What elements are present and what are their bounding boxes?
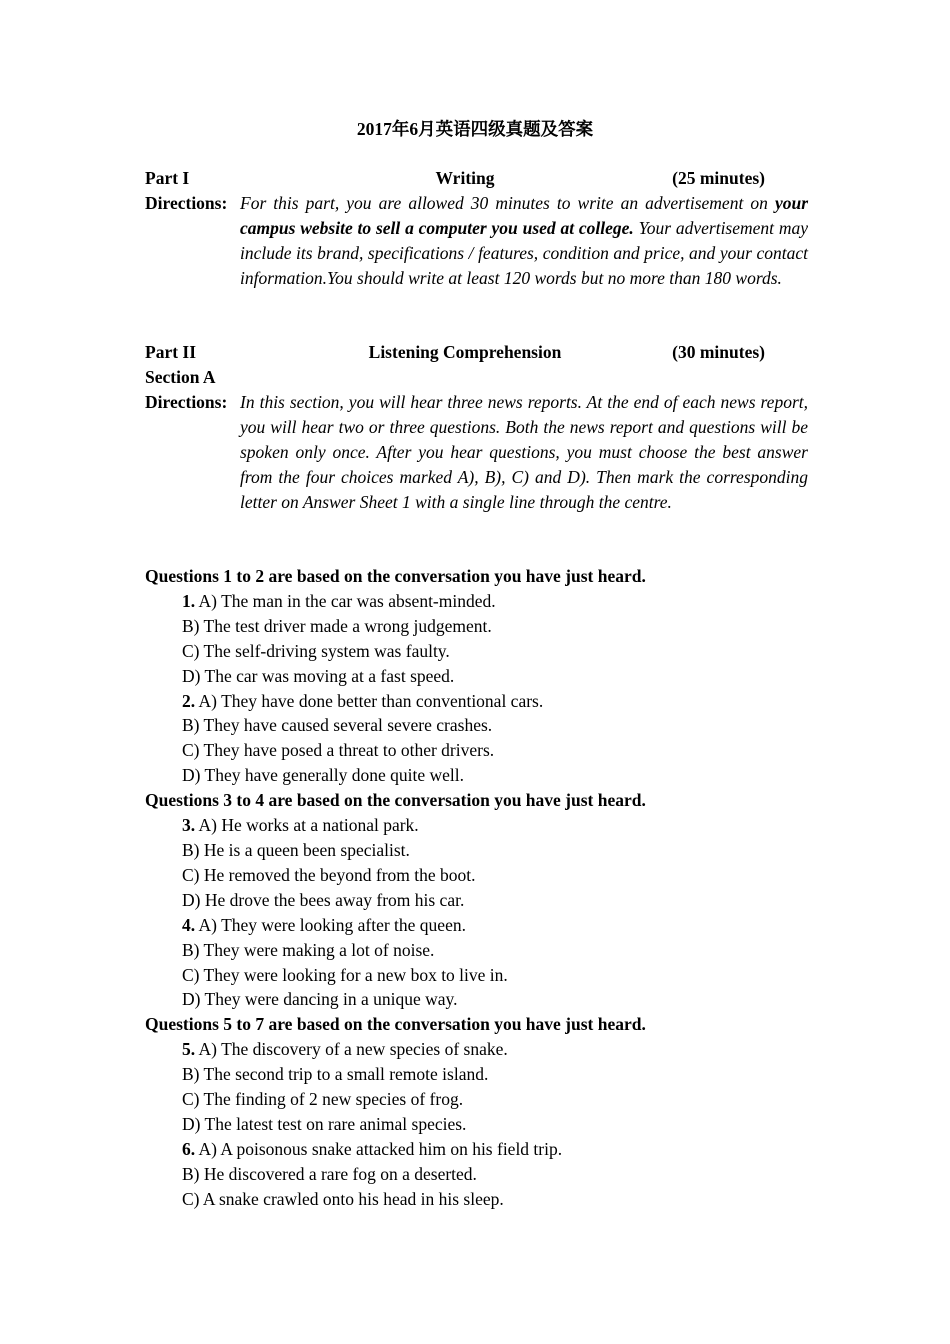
option: B) The second trip to a small remote island.	[182, 1064, 489, 1085]
part2-label: Part II	[145, 342, 197, 362]
page-title: 2017年6月英语四级真题及答案	[356, 119, 594, 139]
option: B) He is a queen been specialist.	[182, 839, 410, 860]
part2-directions-label: Directions:	[145, 392, 228, 412]
option: 4. A) They were looking after the queen.	[182, 914, 466, 935]
option: C) They were looking for a new box to live in.	[182, 964, 508, 985]
question-number: 6.	[182, 1138, 196, 1159]
option: 3. A) He works at a national park.	[182, 815, 419, 836]
option: C) He removed the beyond from the boot.	[182, 864, 476, 885]
option: D) They were dancing in a unique way.	[182, 989, 458, 1010]
group-heading: Questions 3 to 4 are based on the conversation you have just heard.	[145, 790, 646, 811]
part1-directions-a: For this part, you are allowed 30 minutes to write an advertisement on	[240, 193, 775, 213]
question-number: 5.	[182, 1039, 196, 1060]
part1-directions-label: Directions:	[145, 193, 228, 213]
question-number: 4.	[182, 914, 196, 935]
option: D) He drove the bees away from his car.	[182, 889, 465, 910]
option: D) The car was moving at a fast speed.	[182, 665, 455, 686]
option: C) The self-driving system was faulty.	[182, 640, 450, 661]
part2-time: (30 minutes)	[672, 342, 765, 362]
option: 5. A) The discovery of a new species of snake.	[182, 1039, 508, 1060]
option: C) The finding of 2 new species of frog.	[182, 1089, 464, 1110]
option: B) They have caused several severe crashes.	[182, 715, 493, 736]
question-number: 3.	[182, 815, 196, 836]
questions-list	[145, 564, 845, 1212]
option: C) A snake crawled onto his head in his sleep.	[182, 1188, 504, 1209]
part1-name: Writing	[435, 168, 495, 188]
option: 2. A) They have done better than conventional cars.	[182, 690, 544, 711]
question-group	[145, 564, 845, 788]
option: C) They have posed a threat to other drivers.	[182, 740, 495, 761]
part2-directions: In this section, you will hear three news reports. At the end of each news report, you will hear two or three questions. Both the news report and questions will be spoken only once. After you hear questions, you must choose the best answer from the four choices marked A), B), C) and D). Then mark the corresponding letter on Answer Sheet 1 with a single line through the centre.	[240, 392, 808, 512]
part1-directions	[240, 191, 808, 291]
part1-header	[145, 166, 765, 191]
part2-header	[145, 340, 765, 365]
option: 1. A) The man in the car was absent-minded.	[182, 590, 496, 611]
option: 6. A) A poisonous snake attacked him on his field trip.	[182, 1138, 563, 1159]
question-group	[145, 1012, 845, 1211]
group-heading: Questions 1 to 2 are based on the conversation you have just heard.	[145, 566, 646, 586]
question-group	[145, 788, 845, 1012]
part1-directions-b: Your advertisement may include its brand, specifications / features, condition and price, and your contact information.You should write at least 120 words but no more than 180 words.	[240, 218, 808, 288]
part1-label: Part I	[145, 168, 190, 188]
question-number: 1.	[182, 590, 196, 611]
part1-time: (25 minutes)	[672, 168, 765, 188]
option: B) The test driver made a wrong judgement.	[182, 615, 492, 636]
part1-directions-bold: your campus website to sell a computer you used at college.	[240, 193, 808, 238]
part2-name: Listening Comprehension	[368, 342, 562, 362]
section-a-label: Section A	[145, 367, 216, 387]
option: D) They have generally done quite well.	[182, 765, 465, 786]
question-number: 2.	[182, 690, 196, 711]
option: B) He discovered a rare fog on a deserted.	[182, 1163, 477, 1184]
group-heading: Questions 5 to 7 are based on the conversation you have just heard.	[145, 1014, 646, 1035]
option: D) The latest test on rare animal species.	[182, 1113, 467, 1134]
option: B) They were making a lot of noise.	[182, 939, 435, 960]
